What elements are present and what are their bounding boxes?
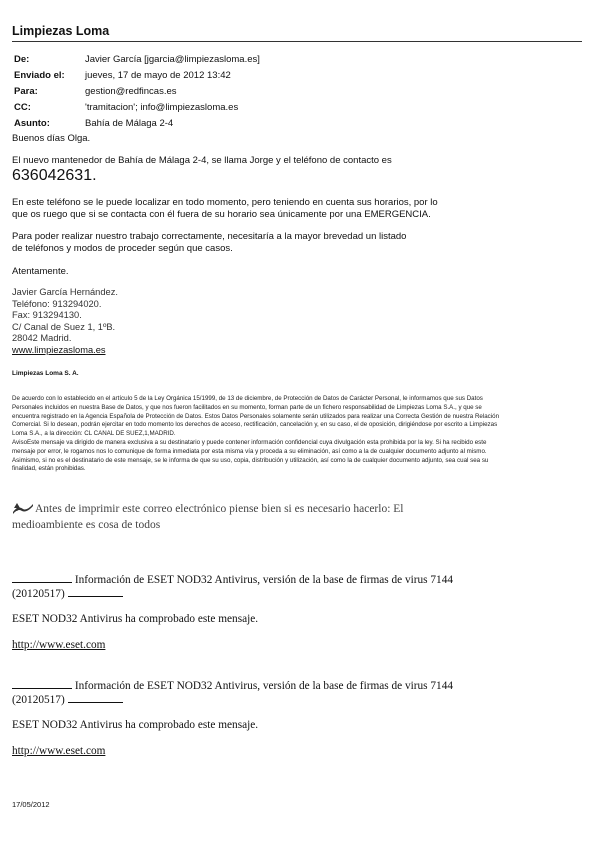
to-value: gestion@redfincas.es <box>85 86 177 97</box>
signature <box>12 287 118 357</box>
eset-version-date: (20120517) <box>12 588 65 600</box>
lopd-text: De acuerdo con lo establecido en el artículo 5 de la Ley Orgánica 15/1999, de 13 de diciembre, de Protección de Datos de Carácter Personal, le informamos que sus Datos Personales incluidos en nuestra Base de Datos, y que nos fueron facilitados en su momento, forman parte de un fichero responsabilidad de Limpiezas Loma S.A., y que se encuentra registrado en la Agencia Española de Protección de Datos. Estos Datos Personales solamente serán utilizados para realizar una Correcta Gestión de nuestra Relación Comercial. Si lo desean, podrán ejercitar en todo momento los derechos de acceso, rectificación, cancelación y, en su caso, el de oposición, dirigiéndose por escrito a Limpiezas Loma S.A., a la dirección: CL CANAL DE SUEZ,1,MADRID. <box>12 395 500 438</box>
footer-date: 17/05/2012 <box>12 800 50 809</box>
subject-label: Asunto: <box>14 118 50 129</box>
eset-checked-2: ESET NOD32 Antivirus ha comprobado este mensaje. <box>12 719 259 731</box>
cc-label: CC: <box>14 102 31 113</box>
paragraph-maintainer: El nuevo mantenedor de Bahía de Málaga 2-4, se llama Jorge y el teléfono de contacto es <box>12 155 392 166</box>
confidentiality-text: AvisoEste mensaje va dirigido de manera exclusiva a su destinatario y puede contener información confidencial cuya divulgación esta prohibida por la ley. Si ha recibido este mensaje por error, le rogamos nos lo comunique de forma inmediata por esta misma vía y proceda a su eliminación, así como a la de cualquier documento adjunto al mismo. Asimismo, si no es el destinatario de este mensaje, se le informa de que su uso, copia, distribución y utilización, así como la de cualquier documento adjunto, sea cual sea su finalidad, están prohibidas. <box>12 438 489 473</box>
sent-value: jueves, 17 de mayo de 2012 13:42 <box>85 70 231 81</box>
phone-number <box>12 167 97 185</box>
paragraph-request: Para poder realizar nuestro trabajo correctamente, necesitaría a la mayor brevedad un listado de teléfonos y modos de proceder según que casos. <box>12 231 407 254</box>
eco-tree-icon <box>12 500 34 514</box>
brand-title: Limpiezas Loma <box>12 24 110 38</box>
signature-address-line1: C/ Canal de Suez 1, 1ºB. <box>12 321 116 332</box>
eset-blank-line <box>12 679 72 689</box>
greeting: Buenos días Olga. <box>12 133 91 144</box>
phone-number-value: 636042631 <box>12 167 93 184</box>
signature-fax: Fax: 913294130. <box>12 310 82 321</box>
from-value: Javier García [jgarcia@limpiezasloma.es] <box>85 54 260 65</box>
eset-info-text: Información de ESET NOD32 Antivirus, versión de la base de firmas de virus 7144 <box>74 574 453 586</box>
closing: Atentamente. <box>12 266 69 277</box>
eset-checked-1: ESET NOD32 Antivirus ha comprobado este mensaje. <box>12 613 259 625</box>
eset-version-date: (20120517) <box>12 694 65 706</box>
header-divider <box>12 41 582 42</box>
signature-website-link[interactable]: www.limpiezasloma.es <box>12 344 106 355</box>
to-label: Para: <box>14 86 38 97</box>
phone-number-suffix: . <box>92 167 97 184</box>
eset-info-text: Información de ESET NOD32 Antivirus, versión de la base de firmas de virus 7144 <box>74 680 453 692</box>
subject-value: Bahía de Málaga 2-4 <box>85 118 174 129</box>
eset-info-2 <box>12 679 492 707</box>
sent-label: Enviado el: <box>14 70 65 81</box>
eset-link-1[interactable]: http://www.eset.com <box>12 639 106 651</box>
eco-note <box>12 500 452 533</box>
paragraph-schedule: En este teléfono se le puede localizar en todo momento, pero teniendo en cuenta sus horarios, por lo que os ruego que si se contacta con él fuera de su horario sea únicamente por una EMERGENCIA. <box>12 197 438 220</box>
eset-info-1 <box>12 573 492 601</box>
eset-blank-line <box>68 587 123 597</box>
from-label: De: <box>14 54 30 65</box>
cc-value: 'tramitacion'; info@limpiezasloma.es <box>85 102 239 113</box>
eset-link-2[interactable]: http://www.eset.com <box>12 745 106 757</box>
signature-name: Javier García Hernández. <box>12 287 118 297</box>
eset-blank-line <box>68 693 123 703</box>
signature-phone: Teléfono: 913294020. <box>12 298 102 309</box>
eco-note-text: Antes de imprimir este correo electrónico piense bien si es necesario hacerlo: El medioambiente es cosa de todos <box>12 503 404 531</box>
company-line: Limpiezas Loma S. A. <box>12 370 79 377</box>
eset-blank-line <box>12 573 72 583</box>
legal-notice <box>12 395 507 474</box>
signature-address-line2: 28042 Madrid. <box>12 333 72 344</box>
